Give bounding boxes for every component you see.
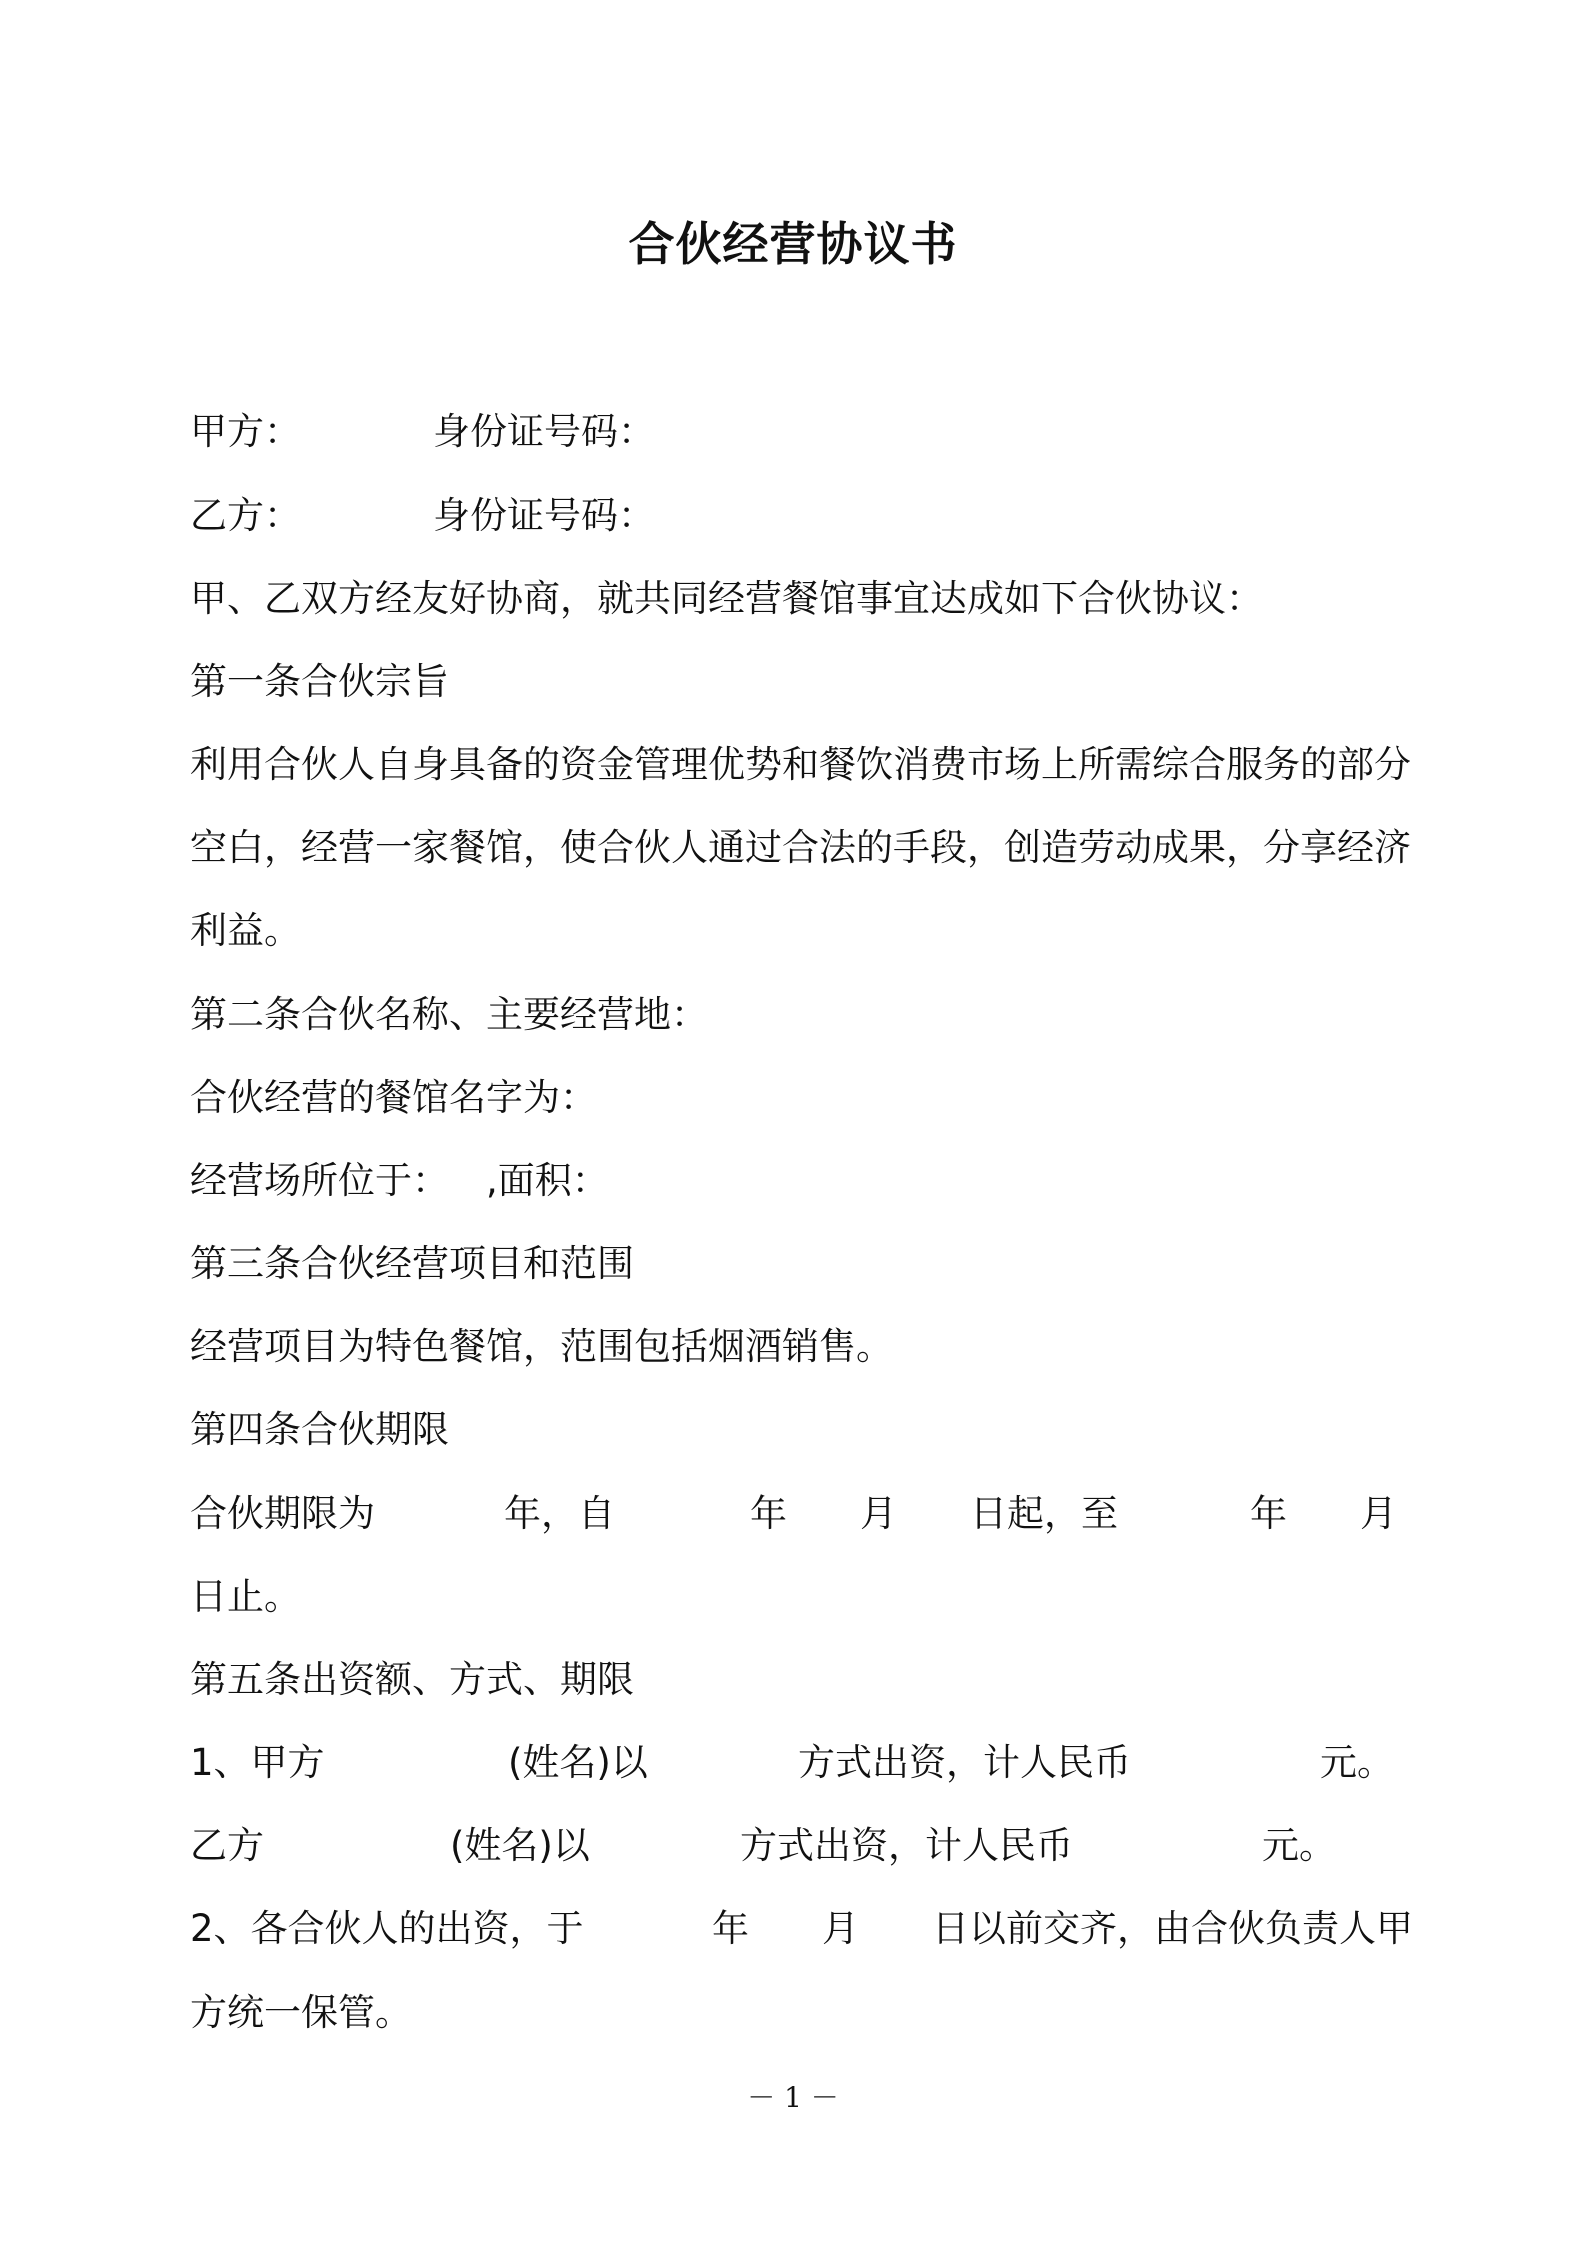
start-day-label: 日起，至 xyxy=(970,1492,1118,1535)
article-3-body: 经营项目为特色餐馆，范围包括烟酒销售。 xyxy=(190,1325,893,1368)
capital-party-b-name-label: (姓名)以 xyxy=(450,1824,590,1867)
capital-party-a-method-label: 方式出资，计人民币 xyxy=(798,1741,1131,1784)
capital-deadline-label: 2、各合伙人的出资，于 xyxy=(190,1907,584,1950)
capital-party-b-label: 乙方 xyxy=(190,1824,264,1867)
article-1-heading: 第一条合伙宗旨 xyxy=(190,660,449,703)
article-4-heading: 第四条合伙期限 xyxy=(190,1408,449,1451)
party-a-label: 甲方： xyxy=(190,410,301,453)
intro-paragraph: 甲、乙双方经友好协商，就共同经营餐馆事宜达成如下合伙协议： xyxy=(190,577,1263,620)
article-1-line: 利用合伙人自身具备的资金管理优势和餐饮消费市场上所需综合服务的部分 xyxy=(190,743,1411,786)
capital-party-a-unit: 元。 xyxy=(1320,1741,1394,1784)
article-3-heading: 第三条合伙经营项目和范围 xyxy=(190,1242,634,1285)
article-1-line: 空白，经营一家餐馆，使合伙人通过合法的手段，创造劳动成果，分享经济 xyxy=(190,826,1411,869)
capital-deadline-year: 年 xyxy=(712,1907,749,1950)
restaurant-name-line: 合伙经营的餐馆名字为： xyxy=(190,1076,597,1119)
party-a-id-label: 身份证号码： xyxy=(433,410,655,453)
article-1-line: 利益。 xyxy=(190,909,301,952)
article-5-heading: 第五条出资额、方式、期限 xyxy=(190,1658,634,1701)
page-number: － 1 － xyxy=(747,2081,839,2114)
start-month-label: 月 xyxy=(860,1492,897,1535)
party-b-label: 乙方： xyxy=(190,494,301,537)
capital-party-b-method-label: 方式出资，计人民币 xyxy=(740,1824,1073,1867)
capital-party-a-name-label: (姓名)以 xyxy=(508,1741,648,1784)
start-year-label: 年 xyxy=(750,1492,787,1535)
capital-deadline-month: 月 xyxy=(822,1907,859,1950)
term-label: 合伙期限为 xyxy=(190,1492,375,1535)
term-end-line: 日止。 xyxy=(190,1575,301,1618)
capital-party-b-unit: 元。 xyxy=(1262,1824,1336,1867)
area-label: ,面积： xyxy=(486,1159,609,1202)
capital-custody-line: 方统一保管。 xyxy=(190,1991,412,2034)
article-2-heading: 第二条合伙名称、主要经营地： xyxy=(190,993,708,1036)
end-year-label: 年 xyxy=(1250,1492,1287,1535)
capital-party-a-label: 1、甲方 xyxy=(190,1741,325,1784)
document-title: 合伙经营协议书 xyxy=(628,217,958,271)
term-years-label: 年，自 xyxy=(504,1492,615,1535)
end-month-label: 月 xyxy=(1360,1492,1397,1535)
location-label: 经营场所位于： xyxy=(190,1159,449,1202)
party-b-id-label: 身份证号码： xyxy=(433,494,655,537)
capital-deadline-rest: 日以前交齐，由合伙负责人甲 xyxy=(932,1907,1413,1950)
